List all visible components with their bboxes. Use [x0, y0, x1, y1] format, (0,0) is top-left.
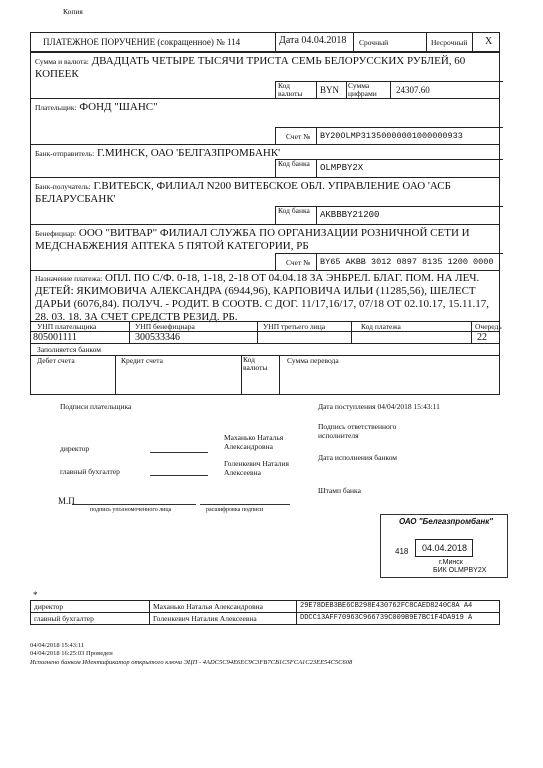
payer-unp: 805001111: [33, 332, 77, 343]
copy-label: Копия: [63, 7, 83, 16]
ecp-role: директор: [31, 601, 150, 613]
stamp-number: 418: [395, 547, 409, 556]
received-date: Дата поступления 04/04/2018 15:43:11: [318, 402, 440, 411]
receiver-bank-name: Г.ВИТЕБСК, ФИЛИАЛ N200 ВИТЕБСКОЕ ОБЛ. УПРАВЛЕНИЕ ОАО 'АСБ БЕЛАРУСБАНК': [35, 180, 451, 205]
sender-bank-code-label: Код банка: [278, 159, 310, 168]
accountant-label: главный бухгалтер: [60, 467, 120, 476]
ecp-name: Маханько Наталья Александровна: [150, 601, 297, 613]
payer-unp-label: УНП плательщика: [37, 322, 97, 331]
stamp-date: 04.04.2018: [422, 543, 468, 553]
payment-form: [30, 52, 500, 395]
ecp-mark: *: [33, 590, 38, 600]
bank-stamp: [380, 514, 508, 578]
ecp-name: Голенкевич Наталия Алексеевна: [150, 613, 297, 625]
amount-codes: [275, 81, 503, 98]
receiver-bank-label: Банк-получатель:: [35, 182, 91, 191]
director-name: Маханько Наталья Александровна: [224, 433, 284, 451]
auth-signature-caption: подпись уполномоченного лица: [90, 507, 172, 513]
document-title: ПЛАТЕЖНОЕ ПОРУЧЕНИЕ (сокращенное) № 114: [43, 37, 241, 47]
footer-line-1: 04/04/2018 15:43:11: [30, 642, 85, 649]
bank-currency-code-label: Код валюты: [243, 355, 268, 372]
sender-bank-code: OLMPBY2X: [320, 163, 364, 173]
purpose-label: Назначение платежа:: [35, 274, 103, 283]
beneficiary-account-label: Счет №: [286, 258, 311, 267]
nonurgent-label: Несрочный: [431, 38, 468, 47]
mp-label: М.П: [58, 496, 75, 506]
currency-code-label: Код валюты: [278, 81, 303, 98]
ecp-role: главный бухгалтер: [31, 613, 150, 625]
payer-account-label: Счет №: [286, 132, 311, 141]
footer-line-3: Исполнено банком Идентификатор открытого ключа ЭЦП - 4ADC5C94E6EC9C3FB7CB1C5FCA1C23EE54C5C608: [30, 659, 353, 666]
sender-bank-name: Г.МИНСК, ОАО 'БЕЛГАЗПРОМБАНК': [96, 147, 281, 159]
beneficiary-label: Бенефициар:: [35, 229, 77, 238]
debit-account-label: Дебет счета: [37, 356, 75, 365]
nonurgent-mark: X: [485, 36, 493, 47]
receiver-bank-code: AKBBBY21200: [320, 210, 380, 220]
payer-account: BY20OLMP31350000001000000933: [320, 131, 463, 141]
stamp-bank-name: ОАО "Белгазпромбанк": [399, 517, 494, 526]
beneficiary-line: [35, 227, 495, 253]
stamp-city: г.Минск: [439, 559, 463, 566]
queue-label: Очередь: [475, 322, 502, 331]
ecp-row: [31, 601, 500, 613]
document-date: Дата 04.04.2018: [279, 35, 347, 46]
bank-section-title: Заполняется банком: [37, 345, 101, 354]
ecp-key: 29E78DEB3BE6CB298E430762FC8CAED8240C8A A4: [297, 601, 500, 613]
payer-account-box: [275, 127, 503, 144]
queue-value: 22: [477, 332, 487, 343]
purpose-line: [35, 272, 497, 324]
third-party-unp-label: УНП третьего лица: [263, 322, 326, 331]
director-label: директор: [60, 444, 90, 453]
amount-digits: 24307.60: [396, 85, 430, 95]
beneficiary-name: ООО "ВИТВАР" ФИЛИАЛ СЛУЖБА ПО ОРГАНИЗАЦИИ РОЗНИЧНОЙ СЕТИ И МЕДСНАБЖЕНИЯ АПТЕКА 5 ПЯТОЙ КАТЕГОРИИ, РБ: [35, 227, 470, 252]
sender-bank-label: Банк-отправитель:: [35, 149, 95, 158]
amount-digits-label: Сумма цифрами: [348, 81, 377, 98]
decode-signature-caption: расшифровка подписи: [206, 507, 264, 513]
beneficiary-account: BY65 AKBB 3012 0897 8135 1200 0000: [320, 257, 494, 267]
sender-bank-line: [35, 147, 280, 160]
payer-signatures-label: Подписи плательщика: [60, 402, 132, 411]
ecp-key: DDCC13AFF70963C966739C009B9E7BC1F4DA919 A: [297, 613, 500, 625]
footer-line-2: 04/04/2018 16:25:03 Проведен: [30, 650, 113, 657]
purpose-text: ОПЛ. ПО С/Ф. 0-18, 1-18, 2-18 ОТ 04.04.18 ЗА ЭНБРЕЛ. БЛАГ. ПОМ. НА ЛЕЧ. ДЕТЕЙ: ЯКИМОВИЧА АЛЕКСАНДРА (6944,96), КАРПОВИЧА ИЛЬИ (11285,56), ШЕЛЕСТ ДАРЬИ (6076,84). ПОЛУЧ. - РОДИТ. В СООТВ. С ДОГ. 11/17,16/17, 07/18 ОТ 02.10.17, 15.11.17, 28. 03. 18. ЗА СЧЕТ СРЕДСТВ РЕЗИД. РБ.: [35, 272, 490, 323]
header-row: [30, 32, 500, 52]
payer-label: Плательщик:: [35, 103, 77, 112]
receiver-bank-code-label: Код банка: [278, 206, 310, 215]
amount-words: ДВАДЦАТЬ ЧЕТЫРЕ ТЫСЯЧИ ТРИСТА СЕМЬ БЕЛОРУССКИХ РУБЛЕЙ, 60 КОПЕЕК: [35, 55, 466, 80]
accountant-name: Голенкевич Наталия Алексеевна: [224, 459, 289, 477]
ecp-signature-table: [30, 600, 500, 625]
urgent-label: Срочный: [359, 38, 389, 47]
sender-bank-code-box: [275, 159, 503, 177]
bank-stamp-label: Штамп банка: [318, 486, 361, 495]
receiver-bank-line: [35, 180, 495, 206]
beneficiary-unp: 300533346: [135, 332, 180, 343]
beneficiary-account-box: [275, 253, 503, 270]
stamp-bic: БИК OLMPBY2X: [433, 567, 487, 574]
payment-code-label: Код платежа: [361, 322, 401, 331]
receiver-bank-code-box: [275, 206, 503, 224]
amount-label: Сумма и валюта:: [35, 57, 89, 66]
currency-code: BYN: [320, 85, 340, 95]
execution-date-label: Дата исполнения банком: [318, 453, 398, 462]
transfer-amount-label: Сумма перевода: [287, 356, 339, 365]
beneficiary-unp-label: УНП бенефициара: [135, 322, 195, 331]
responsible-signature-label: Подпись ответственного исполнителя: [318, 422, 397, 440]
ecp-row: [31, 613, 500, 625]
credit-account-label: Кредит счета: [121, 356, 163, 365]
payer-line: [35, 101, 158, 114]
amount-text: [35, 55, 495, 81]
payer-name: ФОНД "ШАНС": [79, 101, 158, 113]
